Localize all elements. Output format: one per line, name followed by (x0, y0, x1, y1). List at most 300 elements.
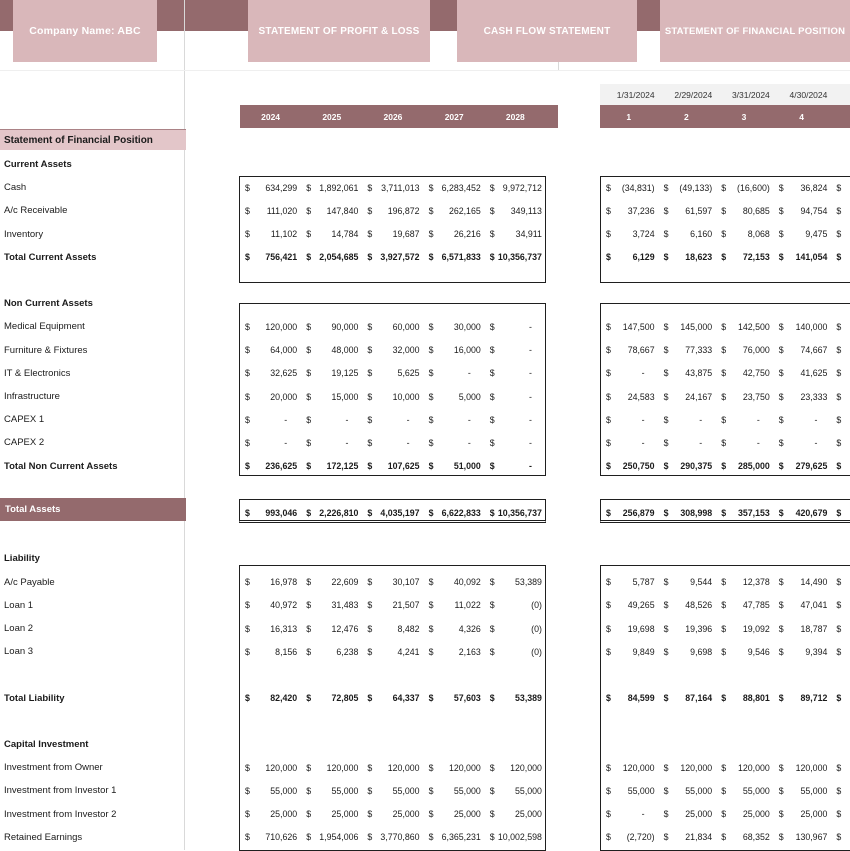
data-cell[interactable] (240, 826, 301, 849)
data-cell[interactable] (659, 431, 717, 454)
data-cell[interactable] (601, 501, 659, 524)
data-cell[interactable] (301, 246, 362, 269)
data-cell[interactable] (774, 594, 832, 617)
row-label-liability[interactable]: Liability (4, 553, 40, 565)
currency-symbol: $ (606, 414, 611, 425)
currency-symbol: $ (367, 229, 373, 240)
data-cell[interactable] (659, 339, 717, 362)
data-cell[interactable] (240, 362, 301, 385)
data-cell[interactable] (240, 385, 301, 408)
data-cell[interactable] (774, 408, 832, 431)
cell-value: 8,482 (397, 623, 420, 634)
row-label-a-c-receivable[interactable]: A/c Receivable (4, 205, 68, 217)
data-cell[interactable] (362, 594, 423, 617)
row-label-loan-3[interactable]: Loan 3 (4, 646, 34, 658)
cell-value: 49,265 (627, 600, 655, 611)
row-label-inventory[interactable]: Inventory (4, 228, 44, 240)
data-cell[interactable] (716, 315, 774, 338)
data-cell[interactable] (424, 803, 485, 826)
tab-financial-position[interactable]: STATEMENT OF FINANCIAL POSITION (660, 0, 850, 62)
data-cell[interactable] (716, 199, 774, 222)
period-header-cell[interactable]: 4 (799, 111, 804, 122)
data-cell[interactable] (362, 339, 423, 362)
data-cell[interactable] (601, 455, 659, 478)
row-label-non-current-assets[interactable]: Non Current Assets (4, 298, 93, 310)
currency-symbol: $ (778, 577, 784, 588)
currency-symbol: $ (721, 345, 727, 356)
data-cell[interactable] (659, 385, 717, 408)
data-cell[interactable] (485, 362, 546, 385)
data-cell[interactable] (601, 246, 659, 269)
data-cell[interactable] (362, 501, 423, 524)
data-cell[interactable] (774, 431, 832, 454)
currency-symbol: $ (489, 646, 495, 657)
data-cell[interactable] (424, 756, 485, 779)
data-cell[interactable] (362, 199, 423, 222)
data-row (601, 431, 850, 454)
data-cell[interactable] (301, 594, 362, 617)
data-cell[interactable] (362, 385, 423, 408)
data-cell[interactable] (716, 501, 774, 524)
row-label-retained-earnings[interactable]: Retained Earnings (4, 831, 83, 843)
data-cell[interactable] (485, 501, 546, 524)
cell-value: 37,236 (627, 205, 655, 216)
data-cell-clipped[interactable] (831, 501, 850, 524)
data-cell[interactable] (240, 315, 301, 338)
row-label-investment-from-investor-2[interactable]: Investment from Investor 2 (4, 808, 117, 820)
data-cell[interactable] (774, 176, 832, 199)
data-cell[interactable] (301, 315, 362, 338)
currency-symbol: $ (663, 693, 669, 704)
data-cell[interactable] (301, 571, 362, 594)
data-cell[interactable] (301, 176, 362, 199)
data-cell-clipped[interactable] (831, 385, 850, 408)
data-cell-clipped[interactable] (831, 455, 850, 478)
data-cell[interactable] (716, 176, 774, 199)
data-cell[interactable] (659, 594, 717, 617)
data-cell[interactable] (362, 779, 423, 802)
data-cell[interactable] (240, 455, 301, 478)
data-cell[interactable] (716, 803, 774, 826)
data-cell[interactable] (601, 826, 659, 849)
data-cell[interactable] (774, 385, 832, 408)
data-cell[interactable] (301, 617, 362, 640)
currency-symbol: $ (663, 182, 669, 193)
data-cell[interactable] (601, 640, 659, 663)
data-cell[interactable] (301, 362, 362, 385)
row-label-total-current-assets[interactable]: Total Current Assets (4, 251, 97, 263)
total-assets-band-label[interactable]: Total Assets (0, 498, 186, 521)
data-cell[interactable] (774, 315, 832, 338)
data-cell[interactable] (424, 315, 485, 338)
data-cell-clipped[interactable] (831, 779, 850, 802)
data-cell[interactable] (659, 501, 717, 524)
data-cell[interactable] (774, 756, 832, 779)
data-cell[interactable] (659, 687, 717, 710)
data-cell[interactable] (240, 803, 301, 826)
data-row (240, 176, 546, 199)
data-row (601, 408, 850, 431)
column-gridline (184, 0, 185, 850)
cell-value: (0) (531, 600, 542, 611)
year-header-cell[interactable]: 2025 (322, 111, 342, 122)
data-cell-clipped[interactable] (831, 803, 850, 826)
data-cell[interactable] (240, 594, 301, 617)
data-cell[interactable] (716, 385, 774, 408)
data-cell[interactable] (601, 315, 659, 338)
row-label-cash[interactable]: Cash (4, 182, 27, 194)
date-header-cell[interactable]: 1/31/2024 (616, 89, 655, 100)
data-cell[interactable] (601, 756, 659, 779)
data-cell[interactable] (424, 779, 485, 802)
tab-profit-and-loss[interactable]: STATEMENT OF PROFIT & LOSS (248, 0, 430, 62)
cell-value: 32,625 (270, 368, 298, 379)
data-cell[interactable] (716, 362, 774, 385)
data-cell[interactable] (601, 339, 659, 362)
sheet-section-title: Statement of Financial Position (0, 129, 186, 150)
data-cell[interactable] (485, 756, 546, 779)
data-cell[interactable] (485, 594, 546, 617)
data-cell[interactable] (485, 640, 546, 663)
data-cell[interactable] (240, 779, 301, 802)
data-cell[interactable] (774, 617, 832, 640)
data-cell[interactable] (362, 431, 423, 454)
data-cell[interactable] (485, 246, 546, 269)
tab-company-name[interactable]: Company Name: ABC (13, 0, 157, 62)
currency-symbol: $ (778, 507, 784, 518)
data-cell[interactable] (716, 779, 774, 802)
data-cell[interactable] (716, 339, 774, 362)
data-cell[interactable] (659, 826, 717, 849)
data-cell[interactable] (485, 617, 546, 640)
row-label-it-electronics[interactable]: IT & Electronics (4, 367, 71, 379)
data-cell[interactable] (601, 199, 659, 222)
data-cell[interactable] (362, 617, 423, 640)
data-cell[interactable] (301, 455, 362, 478)
currency-symbol: $ (606, 368, 611, 379)
currency-symbol: $ (778, 809, 784, 820)
data-cell-clipped[interactable] (831, 594, 850, 617)
currency-symbol: $ (778, 693, 784, 704)
data-cell[interactable] (659, 408, 717, 431)
row-label-loan-1[interactable]: Loan 1 (4, 599, 34, 611)
data-cell[interactable] (774, 246, 832, 269)
row-label-current-assets[interactable]: Current Assets (4, 159, 72, 171)
data-cell-clipped[interactable] (831, 756, 850, 779)
data-cell[interactable] (240, 176, 301, 199)
currency-symbol: $ (367, 391, 373, 402)
data-cell[interactable] (362, 223, 423, 246)
row-label-total-non-current-assets[interactable]: Total Non Current Assets (4, 460, 118, 472)
year-header-cell[interactable]: 2026 (383, 111, 403, 122)
data-cell[interactable] (716, 640, 774, 663)
data-cell[interactable] (240, 431, 301, 454)
data-cell[interactable] (601, 687, 659, 710)
data-cell[interactable] (362, 756, 423, 779)
currency-symbol: $ (721, 252, 727, 263)
data-cell[interactable] (240, 339, 301, 362)
row-label-investment-from-owner[interactable]: Investment from Owner (4, 762, 103, 774)
data-cell[interactable] (716, 617, 774, 640)
data-cell[interactable] (240, 617, 301, 640)
data-cell[interactable] (362, 571, 423, 594)
currency-symbol: $ (606, 229, 611, 240)
year-header-cell[interactable]: 2027 (444, 111, 464, 122)
data-cell[interactable] (424, 246, 485, 269)
data-cell[interactable] (716, 687, 774, 710)
cell-value: 10,002,598 (497, 832, 542, 843)
data-cell[interactable] (362, 826, 423, 849)
row-label-infrastructure[interactable]: Infrastructure (4, 391, 60, 403)
data-cell[interactable] (362, 687, 423, 710)
currency-symbol: $ (428, 577, 434, 588)
data-cell-clipped[interactable] (831, 362, 850, 385)
currency-symbol: $ (428, 437, 434, 448)
period-header-cell[interactable]: 1 (626, 111, 632, 122)
data-cell[interactable] (301, 339, 362, 362)
data-cell[interactable] (716, 431, 774, 454)
row-label-investment-from-investor-1[interactable]: Investment from Investor 1 (4, 785, 117, 797)
data-cell[interactable] (424, 362, 485, 385)
data-cell-clipped[interactable] (831, 687, 850, 710)
data-cell[interactable] (424, 385, 485, 408)
data-cell[interactable] (240, 756, 301, 779)
data-cell-clipped[interactable] (831, 431, 850, 454)
data-cell[interactable] (716, 756, 774, 779)
data-cell[interactable] (301, 199, 362, 222)
data-cell[interactable] (301, 803, 362, 826)
data-cell-clipped[interactable] (831, 826, 850, 849)
data-cell[interactable] (424, 501, 485, 524)
data-cell[interactable] (601, 408, 659, 431)
data-cell[interactable] (301, 385, 362, 408)
data-cell[interactable] (424, 826, 485, 849)
data-cell[interactable] (424, 687, 485, 710)
data-cell[interactable] (424, 617, 485, 640)
data-cell[interactable] (774, 501, 832, 524)
data-cell[interactable] (601, 779, 659, 802)
data-cell-clipped[interactable] (831, 617, 850, 640)
data-cell[interactable] (485, 223, 546, 246)
data-cell[interactable] (659, 315, 717, 338)
cell-value: 285,000 (737, 461, 770, 472)
cell-value: 120,000 (510, 762, 542, 773)
data-cell-clipped[interactable] (831, 246, 850, 269)
data-row (240, 455, 546, 478)
data-cell[interactable] (659, 362, 717, 385)
data-cell[interactable] (301, 501, 362, 524)
data-cell[interactable] (240, 501, 301, 524)
data-cell[interactable] (424, 176, 485, 199)
data-cell[interactable] (362, 362, 423, 385)
cell-value: 23,750 (742, 391, 770, 402)
cell-value: 76,000 (742, 345, 770, 356)
year-header-cell[interactable]: 2024 (261, 111, 281, 122)
data-cell[interactable] (362, 246, 423, 269)
data-cell[interactable] (485, 385, 546, 408)
data-cell[interactable] (424, 571, 485, 594)
data-cell[interactable] (301, 431, 362, 454)
data-cell[interactable] (485, 315, 546, 338)
data-cell[interactable] (301, 826, 362, 849)
currency-symbol: $ (245, 762, 250, 773)
data-cell-clipped[interactable] (831, 315, 850, 338)
data-cell[interactable] (601, 803, 659, 826)
currency-symbol: $ (836, 785, 842, 796)
year-header-cell[interactable]: 2028 (505, 111, 525, 122)
data-cell-clipped[interactable] (831, 176, 850, 199)
data-cell[interactable] (716, 408, 774, 431)
data-cell[interactable] (301, 223, 362, 246)
cell-value: 55,000 (392, 785, 420, 796)
cell-value: - (699, 414, 703, 425)
data-cell[interactable] (485, 408, 546, 431)
data-cell[interactable] (362, 803, 423, 826)
data-cell-clipped[interactable] (831, 223, 850, 246)
data-cell[interactable] (362, 455, 423, 478)
data-cell[interactable] (601, 617, 659, 640)
data-cell[interactable] (485, 431, 546, 454)
period-header-cell[interactable]: 3 (741, 111, 747, 122)
data-cell[interactable] (659, 176, 717, 199)
data-cell[interactable] (424, 594, 485, 617)
data-cell[interactable] (659, 571, 717, 594)
data-cell[interactable] (774, 455, 832, 478)
date-header-cell[interactable]: 3/31/2024 (731, 89, 770, 100)
data-cell[interactable] (659, 246, 717, 269)
data-cell[interactable] (362, 315, 423, 338)
data-cell[interactable] (362, 176, 423, 199)
row-label-capex-2[interactable]: CAPEX 2 (4, 437, 45, 449)
data-cell[interactable] (301, 687, 362, 710)
data-cell[interactable] (601, 385, 659, 408)
currency-symbol: $ (306, 391, 312, 402)
data-cell[interactable] (774, 826, 832, 849)
data-cell[interactable] (424, 455, 485, 478)
row-label-capex-1[interactable]: CAPEX 1 (4, 414, 45, 426)
data-cell[interactable] (601, 176, 659, 199)
date-header-cell[interactable]: 4/30/2024 (789, 89, 828, 100)
currency-symbol: $ (245, 600, 250, 611)
data-cell[interactable] (485, 779, 546, 802)
data-cell[interactable] (240, 687, 301, 710)
data-cell[interactable] (659, 779, 717, 802)
data-cell[interactable] (424, 408, 485, 431)
currency-symbol: $ (721, 809, 727, 820)
data-cell-clipped[interactable] (831, 339, 850, 362)
currency-symbol: $ (428, 391, 434, 402)
data-cell[interactable] (774, 779, 832, 802)
data-cell[interactable] (601, 571, 659, 594)
cell-value: 20,000 (270, 391, 298, 402)
data-cell[interactable] (716, 826, 774, 849)
data-cell[interactable] (424, 223, 485, 246)
data-cell[interactable] (301, 408, 362, 431)
data-cell[interactable] (240, 571, 301, 594)
data-cell[interactable] (301, 779, 362, 802)
cell-value: 14,784 (331, 229, 359, 240)
data-cell[interactable] (774, 571, 832, 594)
currency-symbol: $ (721, 693, 727, 704)
row-label-loan-2[interactable]: Loan 2 (4, 623, 34, 635)
data-cell[interactable] (485, 687, 546, 710)
data-cell[interactable] (774, 199, 832, 222)
data-cell[interactable] (362, 408, 423, 431)
data-cell-clipped[interactable] (831, 199, 850, 222)
data-cell[interactable] (485, 199, 546, 222)
data-cell[interactable] (301, 756, 362, 779)
data-cell[interactable] (485, 339, 546, 362)
data-cell[interactable] (485, 826, 546, 849)
data-cell[interactable] (485, 176, 546, 199)
data-cell-clipped[interactable] (831, 408, 850, 431)
data-cell[interactable] (424, 640, 485, 663)
data-cell[interactable] (424, 199, 485, 222)
row-label-furniture-fixtures[interactable]: Furniture & Fixtures (4, 344, 88, 356)
data-cell-clipped[interactable] (831, 640, 850, 663)
data-cell[interactable] (774, 223, 832, 246)
data-cell[interactable] (601, 594, 659, 617)
row-label-capital-investment[interactable]: Capital Investment (4, 739, 89, 751)
data-cell[interactable] (774, 362, 832, 385)
data-cell[interactable] (659, 803, 717, 826)
data-cell[interactable] (774, 339, 832, 362)
data-cell[interactable] (716, 246, 774, 269)
data-cell[interactable] (716, 455, 774, 478)
data-cell[interactable] (362, 640, 423, 663)
data-cell[interactable] (301, 640, 362, 663)
data-cell[interactable] (240, 408, 301, 431)
data-cell[interactable] (240, 223, 301, 246)
currency-symbol: $ (306, 507, 312, 518)
data-cell[interactable] (240, 199, 301, 222)
data-cell[interactable] (424, 339, 485, 362)
data-cell[interactable] (601, 223, 659, 246)
data-row (240, 756, 546, 779)
data-cell[interactable] (424, 431, 485, 454)
tab-cash-flow-statement[interactable]: CASH FLOW STATEMENT (457, 0, 637, 62)
row-label-a-c-payable[interactable]: A/c Payable (4, 576, 55, 588)
data-cell[interactable] (659, 640, 717, 663)
row-label-medical-equipment[interactable]: Medical Equipment (4, 321, 85, 333)
data-cell[interactable] (659, 199, 717, 222)
data-cell[interactable] (485, 571, 546, 594)
data-cell[interactable] (240, 246, 301, 269)
data-cell[interactable] (774, 640, 832, 663)
data-cell[interactable] (716, 223, 774, 246)
data-cell[interactable] (774, 803, 832, 826)
date-header-cell[interactable]: 2/29/2024 (674, 89, 713, 100)
data-cell[interactable] (659, 455, 717, 478)
data-cell-clipped[interactable] (831, 571, 850, 594)
data-cell[interactable] (485, 803, 546, 826)
currency-symbol: $ (489, 345, 495, 356)
data-cell[interactable] (716, 594, 774, 617)
data-row (240, 687, 546, 710)
data-cell[interactable] (485, 455, 546, 478)
data-cell[interactable] (659, 617, 717, 640)
period-header-cell[interactable]: 2 (684, 111, 689, 122)
row-label-total-liability[interactable]: Total Liability (4, 692, 65, 704)
data-cell[interactable] (659, 756, 717, 779)
data-cell[interactable] (240, 640, 301, 663)
data-cell[interactable] (659, 223, 717, 246)
currency-symbol: $ (663, 809, 669, 820)
data-cell[interactable] (774, 687, 832, 710)
data-cell[interactable] (601, 431, 659, 454)
data-cell[interactable] (716, 571, 774, 594)
data-cell[interactable] (601, 362, 659, 385)
